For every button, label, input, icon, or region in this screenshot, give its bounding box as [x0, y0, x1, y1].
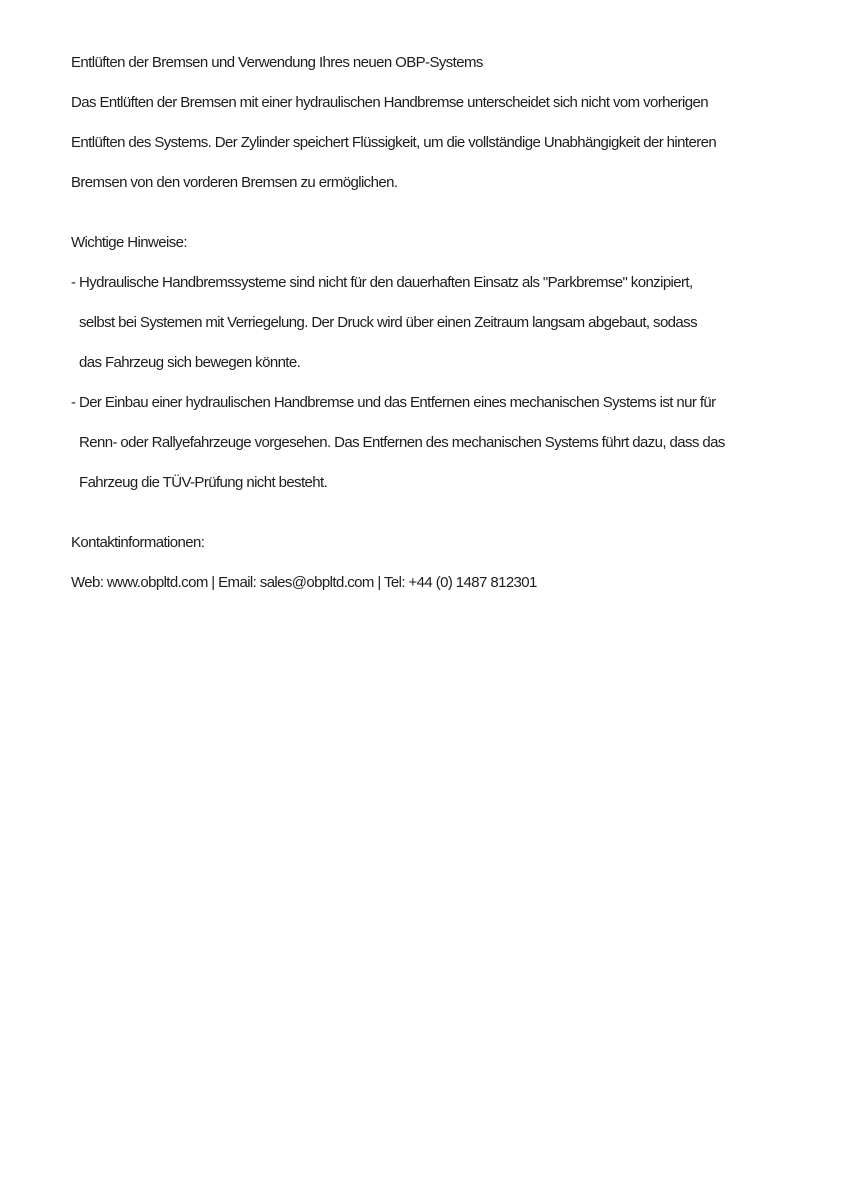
bullet-line: Renn- oder Rallyefahrzeuge vorgesehen. Das Entfernen des mechanischen Systems führt dazu, dass das — [79, 434, 725, 451]
bullet-line: das Fahrzeug sich bewegen könnte. — [79, 354, 301, 371]
document-title: Entlüften der Bremsen und Verwendung Ihres neuen OBP-Systems — [71, 54, 483, 71]
bullet-line: selbst bei Systemen mit Verriegelung. Der Druck wird über einen Zeitraum langsam abgebaut, sodass — [79, 314, 697, 331]
contact-heading: Kontaktinformationen: — [71, 534, 205, 551]
intro-line: Bremsen von den vorderen Bremsen zu ermöglichen. — [71, 174, 398, 191]
intro-line: Entlüften des Systems. Der Zylinder speichert Flüssigkeit, um die vollständige Unabhängigkeit der hinteren — [71, 134, 717, 151]
bullet-line: Fahrzeug die TÜV-Prüfung nicht besteht. — [79, 474, 328, 491]
notes-bullet-2 — [71, 383, 790, 503]
bullet-line: - Der Einbau einer hydraulischen Handbremse und das Entfernen eines mechanischen Systems ist nur für — [71, 394, 716, 411]
intro-line: Das Entlüften der Bremsen mit einer hydraulischen Handbremse unterscheidet sich nicht vom vorherigen — [71, 94, 709, 111]
intro-paragraph — [71, 83, 790, 203]
bullet-line: - Hydraulische Handbremssysteme sind nicht für den dauerhaften Einsatz als "Parkbremse" konzipiert, — [71, 274, 693, 291]
notes-bullet-1 — [71, 263, 790, 383]
notes-heading: Wichtige Hinweise: — [71, 234, 187, 251]
contact-details: Web: www.obpltd.com | Email: sales@obpltd.com | Tel: +44 (0) 1487 812301 — [71, 574, 537, 591]
